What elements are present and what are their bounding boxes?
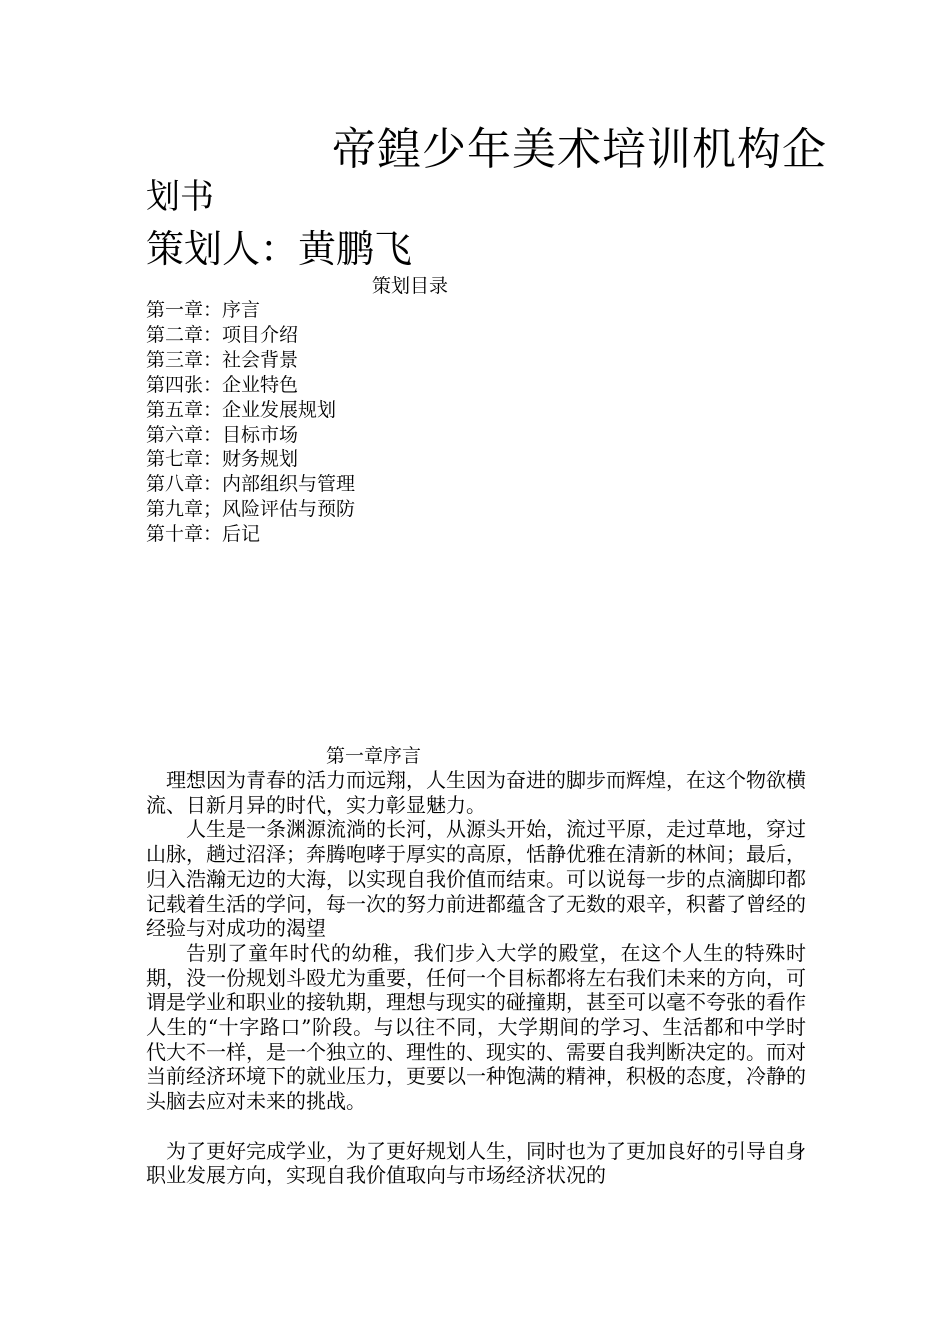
toc-item: 第七章：财务规划 [146, 448, 299, 471]
toc-item: 第九章；风险评估与预防 [146, 498, 356, 521]
author-line: 策划人：黄鹏飞 [146, 227, 413, 271]
chapter-body [146, 768, 806, 1188]
paragraph: 人生是一条渊源流淌的长河，从源头开始，流过平原，走过草地，穿过山脉，趟过沼泽；奔腾咆哮于厚实的高原，恬静优雅在清新的林间；最后，归入浩瀚无边的大海，以实现自我价值而结束。可以说每一步的点滴脚印都记载着生活的学问，每一次的努力前进都蕴含了无数的艰辛，积蓄了曾经的经验与对成功的渴望 [146, 817, 806, 941]
document-title: 帝鍠少年美术培训机构企 [332, 124, 827, 175]
paragraph: 告别了童年时代的幼稚，我们步入大学的殿堂，在这个人生的特殊时期，没一份规划斗殴尤为重要，任何一个目标都将左右我们未来的方向，可谓是学业和职业的接轨期，理想与现实的碰撞期，甚至可以毫不夸张的看作人生的“十字路口”阶段。与以往不同，大学期间的学习、生活都和中学时代大不一样，是一个独立的、理性的、现实的、需要自我判断决定的。而对当前经济环境下的就业压力，更要以一种饱满的精神，积极的态度，冷静的头脑去应对未来的挑战。 [146, 940, 806, 1114]
table-of-contents [146, 298, 355, 547]
toc-heading: 策划目录 [372, 275, 449, 297]
toc-item: 第五章：企业发展规划 [146, 398, 337, 421]
paragraph: 理想因为青春的活力而远翔，人生因为奋进的脚步而辉煌，在这个物欲横流、日新月异的时代，实力彰显魅力。 [146, 768, 806, 817]
document-title-continued: 划书 [146, 177, 214, 217]
toc-item: 第六章：目标市场 [146, 423, 299, 446]
toc-item: 第八章：内部组织与管理 [146, 473, 356, 496]
toc-item: 第二章：项目介绍 [146, 323, 299, 346]
paragraph: 为了更好完成学业，为了更好规划人生，同时也为了更加良好的引导自身职业发展方向，实现自我价值取向与市场经济状况的 [146, 1138, 806, 1188]
toc-item: 第三章：社会背景 [146, 348, 299, 371]
toc-item: 第一章：序言 [146, 299, 261, 321]
chapter-heading: 第一章序言 [326, 745, 422, 767]
toc-item: 第十章：后记 [146, 523, 261, 546]
toc-item: 第四张：企业特色 [146, 373, 299, 396]
paragraph-spacer [146, 1114, 806, 1139]
